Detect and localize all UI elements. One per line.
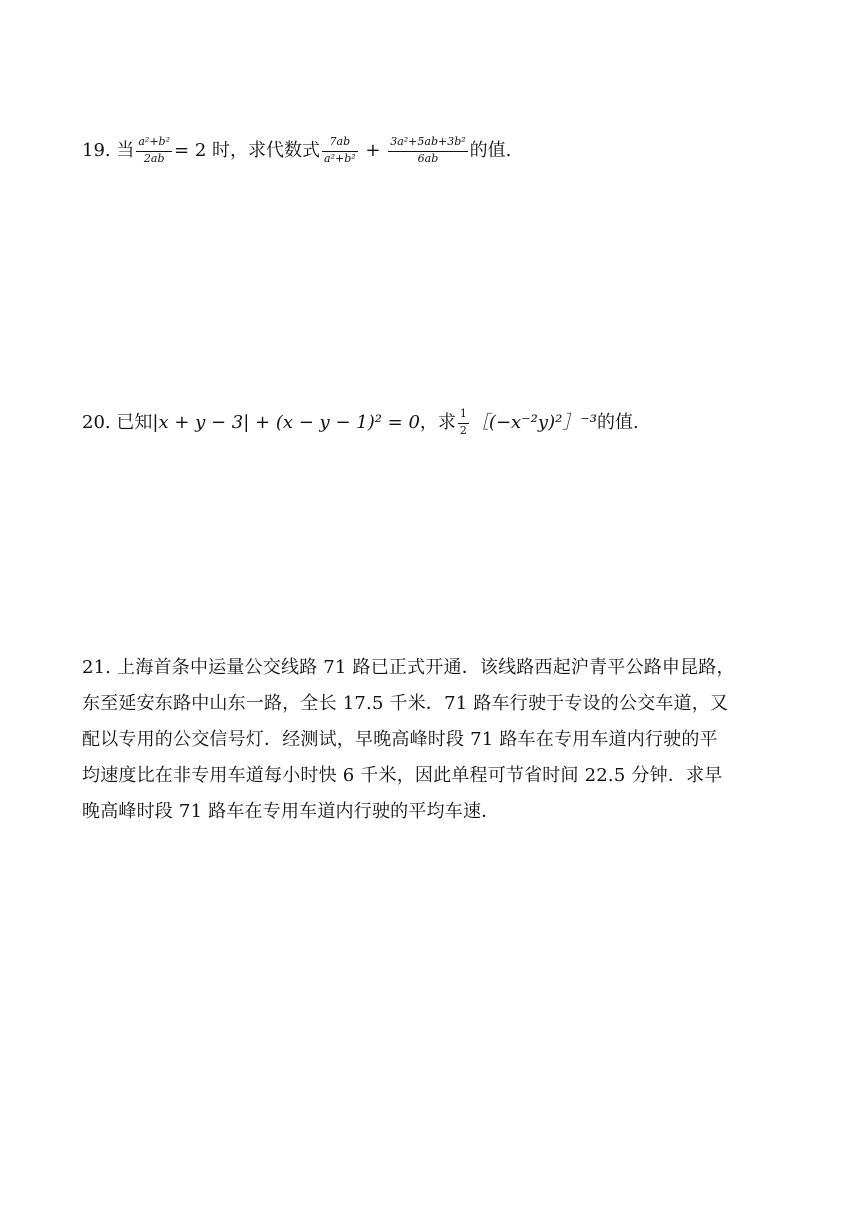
question-text: 的值. xyxy=(597,412,639,433)
condition-fraction xyxy=(136,136,172,165)
question-20-line xyxy=(82,400,782,446)
question-text: 的值. xyxy=(469,140,512,161)
fraction-denominator: 2ab xyxy=(143,152,165,165)
question-19-line xyxy=(82,128,782,174)
question-text: 当 xyxy=(116,140,135,161)
expression-fraction-2 xyxy=(388,136,467,165)
fraction-numerator: 1 xyxy=(458,408,469,424)
question-21-line-3: 配以专用的公交信号灯．经测试，早晚高峰时段 71 路车在专用车道内行驶的平 xyxy=(82,729,718,750)
fraction-denominator: 2 xyxy=(459,424,467,437)
question-21-line-5: 晚高峰时段 71 路车在专用车道内行驶的平均车速． xyxy=(82,801,500,822)
question-number: 20. xyxy=(82,412,111,433)
half-fraction xyxy=(458,408,469,437)
question-21-line-4: 均速度比在非专用车道每小时快 6 千米，因此单程可节省时间 22.5 分钟．求早 xyxy=(82,765,723,786)
question-text: ，求 xyxy=(419,412,456,433)
question-19 xyxy=(82,128,782,174)
question-text: 已知 xyxy=(116,412,153,433)
condition-expression: |x + y − 3| + (x − y − 1)² = 0 xyxy=(152,412,420,433)
fraction-denominator: a²+b² xyxy=(324,152,356,165)
fraction-denominator: 6ab xyxy=(417,152,439,165)
fraction-numerator: 7ab xyxy=(322,136,358,152)
question-21-line-2: 东至延安东路中山东一路，全长 17.5 千米．71 路车行驶于专设的公交车道，又 xyxy=(82,693,729,714)
fraction-numerator: 3a²+5ab+3b² xyxy=(388,136,467,152)
target-expression: ［(−x⁻²y)²］⁻³ xyxy=(470,412,598,433)
question-number: 19. xyxy=(82,140,111,161)
expression-fraction-1 xyxy=(322,136,358,165)
fraction-numerator: a²+b² xyxy=(136,136,172,152)
condition-equals: = 2 xyxy=(174,140,207,161)
question-20 xyxy=(82,400,782,446)
question-text: 时，求代数式 xyxy=(212,140,321,161)
plus-sign: + xyxy=(365,140,381,161)
question-21-line-1: 21. 上海首条中运量公交线路 71 路已正式开通．该线路西起沪青平公路申昆路， xyxy=(82,657,735,678)
question-21 xyxy=(82,650,782,830)
